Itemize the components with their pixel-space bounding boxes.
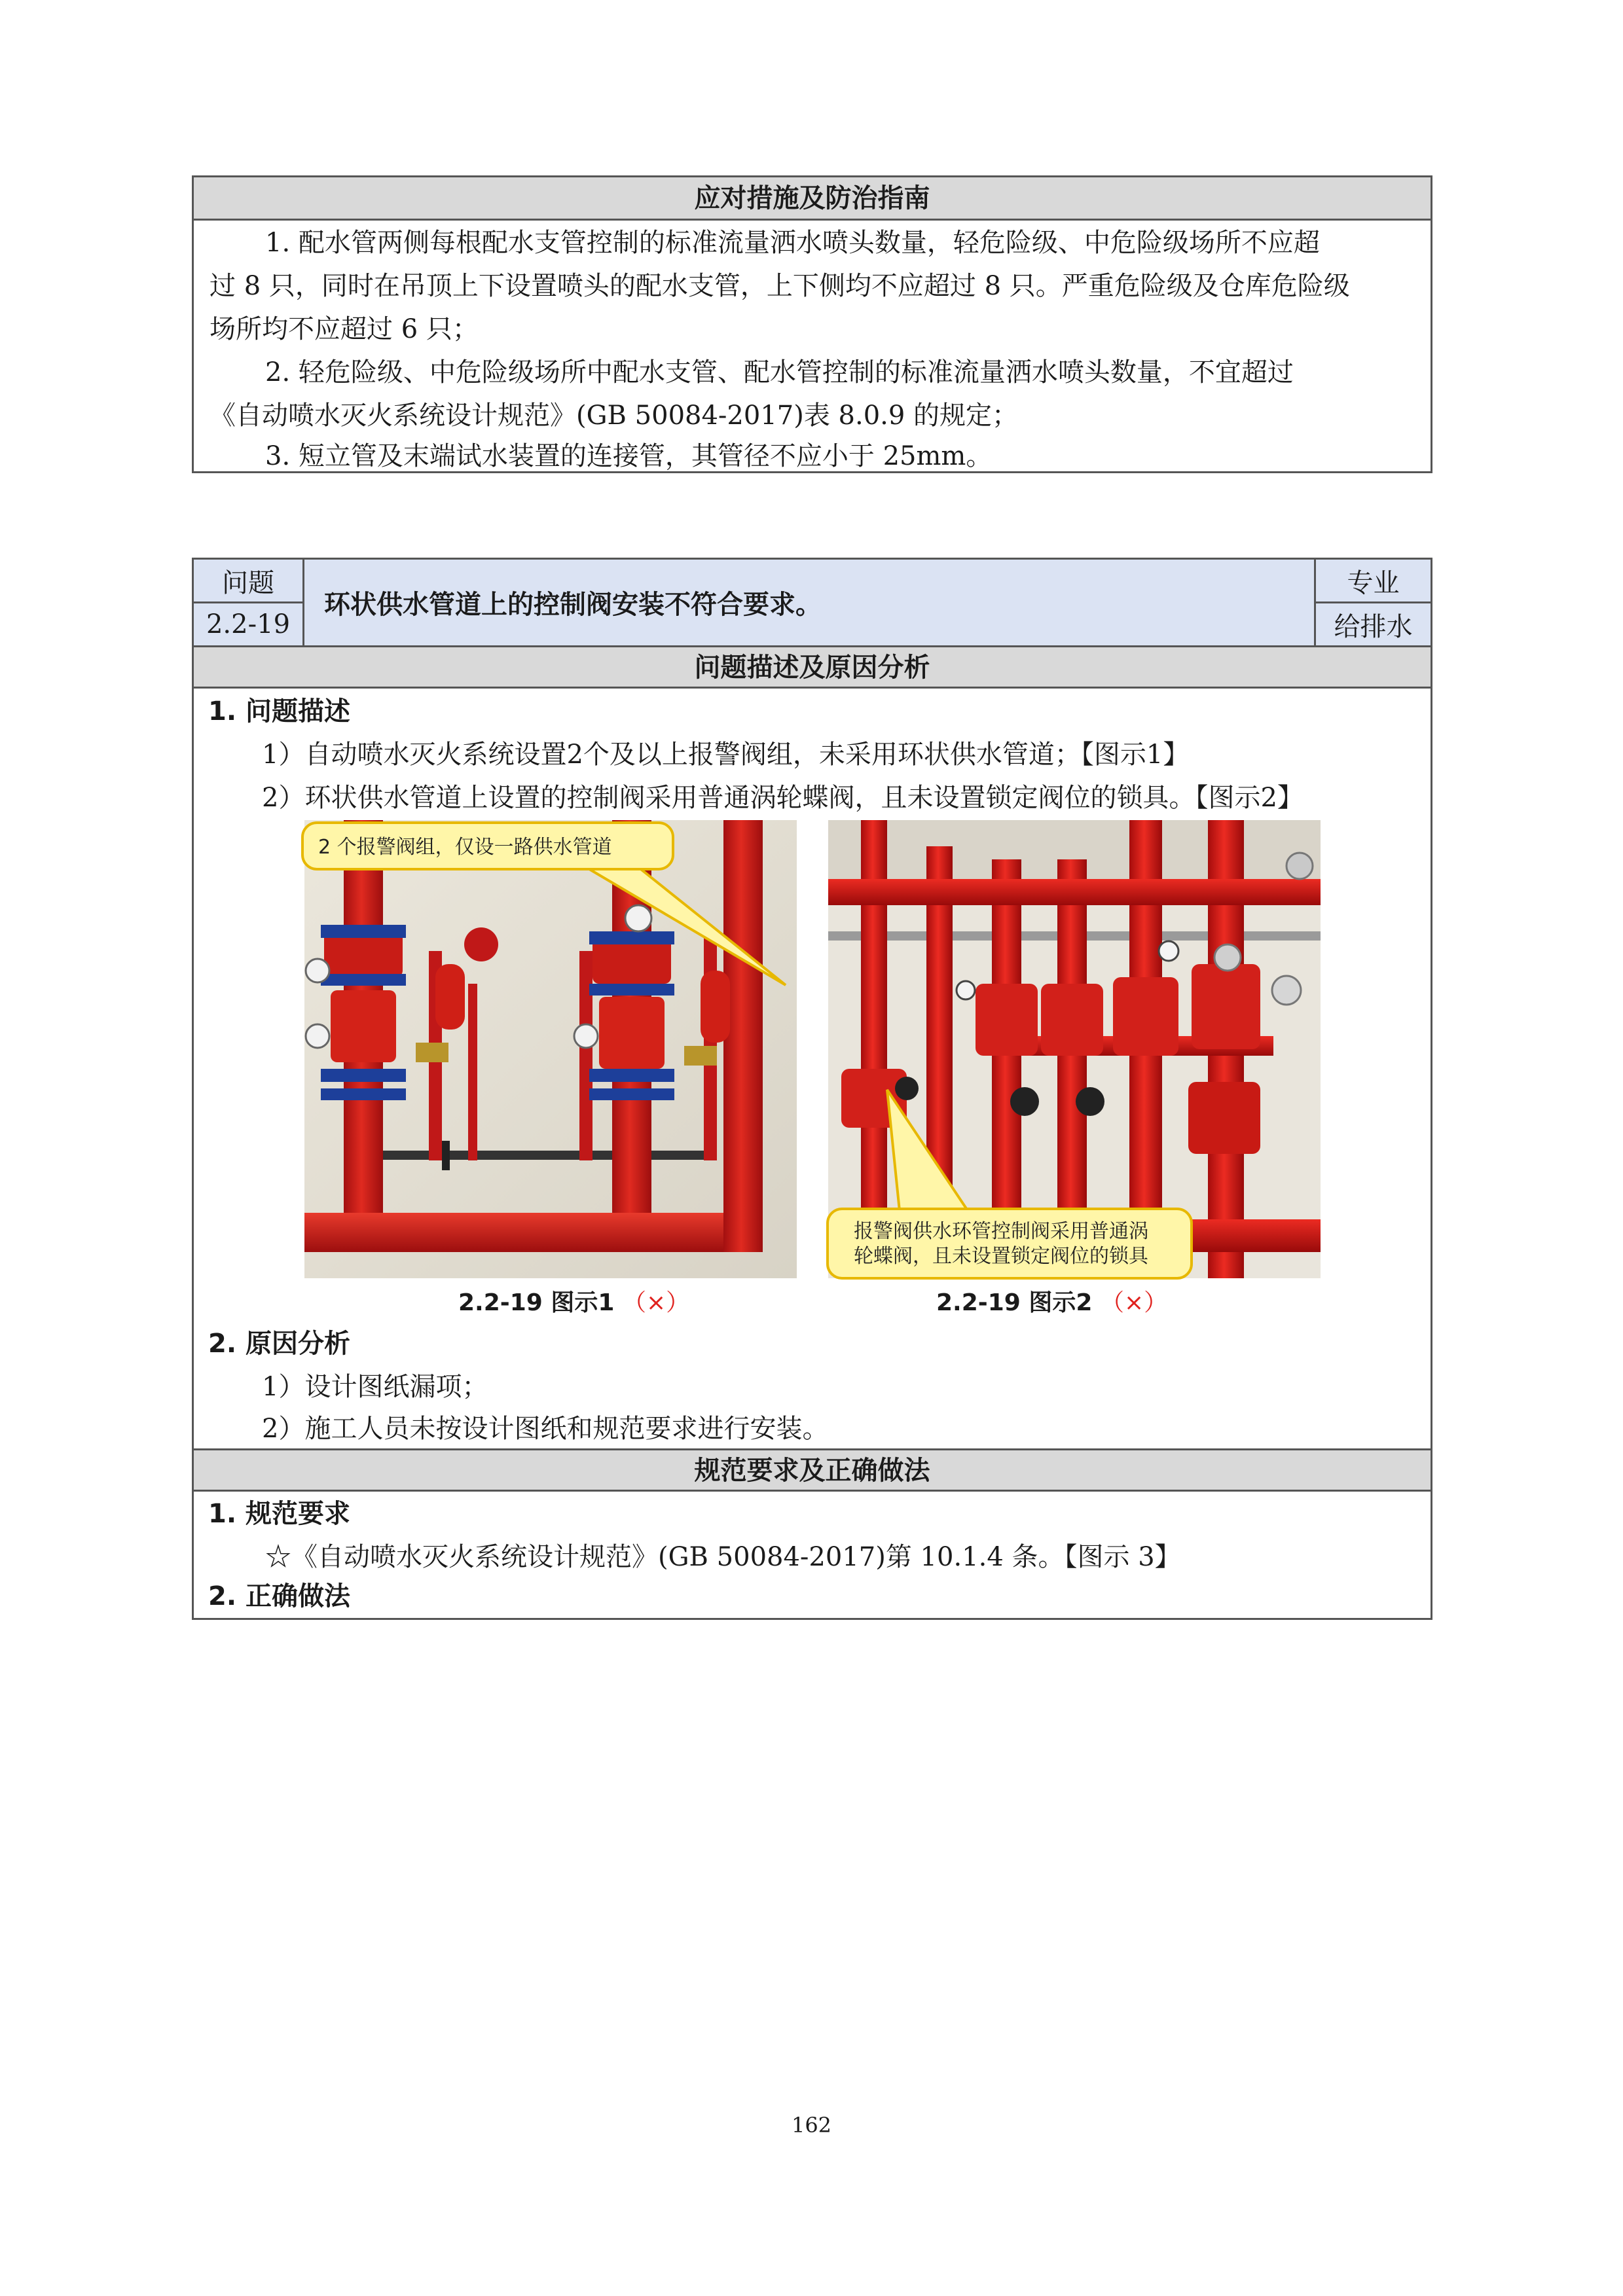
problem-title-text: 环状供水管道上的控制阀安装不符合要求。 — [324, 590, 822, 620]
desc-item-1: 1）自动喷水灭火系统设置2个及以上报警阀组，未采用环状供水管道；【图示1】 — [262, 740, 1190, 770]
measure-2-line1: 2. 轻危险级、中危险级场所中配水支管、配水管控制的标准流量洒水喷头数量，不宜超过 — [265, 357, 1294, 387]
cause-title: 2. 原因分析 — [208, 1329, 350, 1359]
figure-2-callout-line2: 轮蝶阀，且未设置锁定阀位的锁具 — [854, 1245, 1148, 1268]
measure-2-line2: 《自动喷水灭火系统设计规范》(GB 50084-2017)表 8.0.9 的规定； — [210, 401, 1019, 431]
problem-code: 2.2-19 — [192, 601, 304, 647]
desc-item-2: 2）环状供水管道上设置的控制阀采用普通涡轮蝶阀，且未设置锁定阀位的锁具。【图示2】 — [262, 783, 1304, 813]
desc-header: 问题描述及原因分析 — [192, 645, 1432, 689]
desc-title: 1. 问题描述 — [208, 696, 350, 726]
figure-1-wrong-mark: （×） — [622, 1289, 690, 1316]
figure-2-callout-line1: 报警阀供水环管控制阀采用普通涡 — [854, 1220, 1148, 1243]
figure-2-caption — [936, 1284, 1167, 1318]
figure-1-caption — [458, 1284, 689, 1318]
measure-1-line2: 过 8 只，同时在吊顶上下设置喷头的配水支管，上下侧均不应超过 8 只。严重危险级及仓库危险级 — [210, 271, 1350, 301]
norm-item: ☆《自动喷水灭火系统设计规范》(GB 50084-2017)第 10.1.4 条。【图示 3】 — [265, 1542, 1181, 1572]
cause-item-2: 2）施工人员未按设计图纸和规范要求进行安装。 — [262, 1414, 829, 1444]
specialty-label: 专业 — [1314, 558, 1432, 603]
measure-3-line1: 3. 短立管及末端试水装置的连接管，其管径不应小于 25mm。 — [265, 441, 993, 471]
figure-1-caption-text: 2.2-19 图示1 — [458, 1289, 615, 1316]
figure-2-callout — [826, 1208, 1193, 1280]
specialty-value: 给排水 — [1314, 601, 1432, 647]
norm-header: 规范要求及正确做法 — [192, 1448, 1432, 1492]
measures-header: 应对措施及防治指南 — [194, 177, 1431, 221]
figure-2-caption-text: 2.2-19 图示2 — [936, 1289, 1093, 1316]
problem-title — [302, 558, 1316, 647]
measure-1-line3: 场所均不应超过 6 只； — [210, 314, 479, 344]
cause-item-1: 1）设计图纸漏项； — [262, 1372, 488, 1402]
correct-title: 2. 正确做法 — [208, 1581, 350, 1611]
page-number: 162 — [791, 2113, 832, 2138]
figure-1-callout: 2 个报警阀组，仅设一路供水管道 — [301, 821, 674, 870]
figure-2-wrong-mark: （×） — [1100, 1289, 1168, 1316]
problem-label: 问题 — [192, 558, 304, 603]
norm-title: 1. 规范要求 — [208, 1499, 350, 1529]
measure-1-line1: 1. 配水管两侧每根配水支管控制的标准流量洒水喷头数量，轻危险级、中危险级场所不应超 — [265, 228, 1320, 258]
